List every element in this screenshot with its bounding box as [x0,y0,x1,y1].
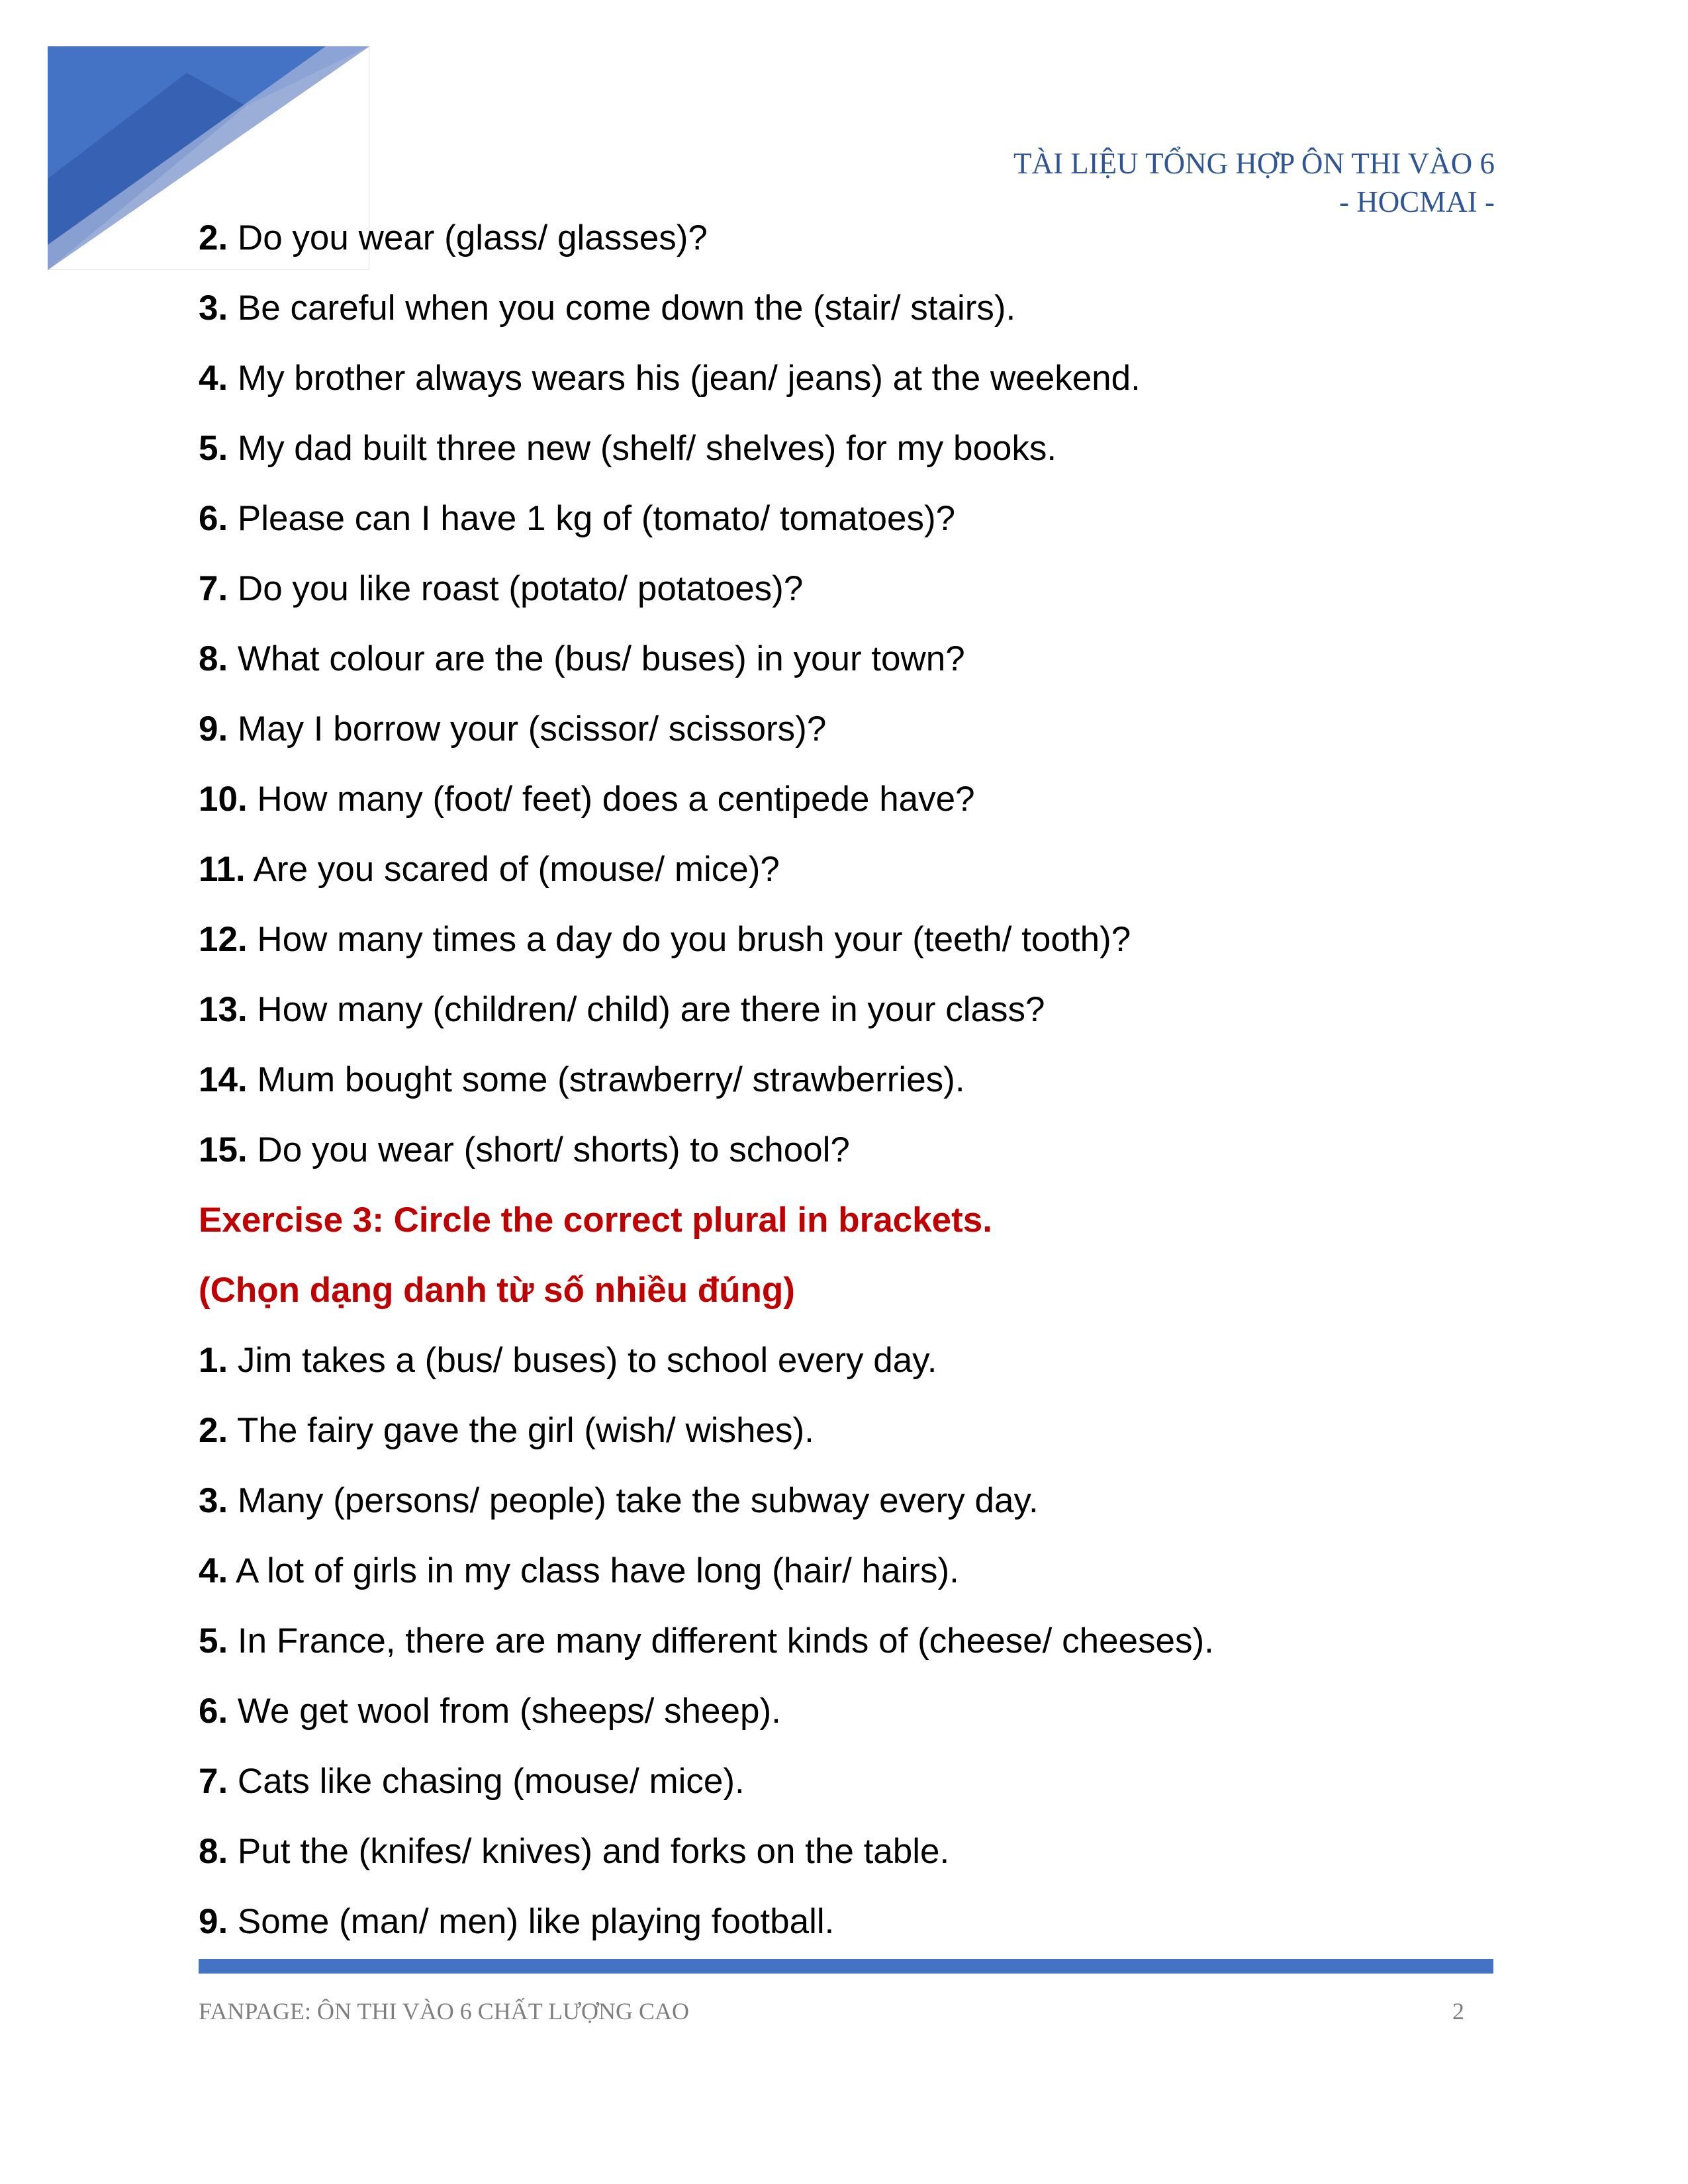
item-text: Jim takes a (bus/ buses) to school every day. [228,1341,937,1380]
item-text: A lot of girls in my class have long (hair/ hairs). [228,1551,959,1590]
item-text: Mum bought some (strawberry/ strawberries). [247,1060,965,1099]
item-number: 15. [199,1130,248,1169]
page-number: 2 [1452,1998,1464,2025]
item-number: 11. [199,850,246,889]
document-header [1013,144,1495,221]
item-text: How many times a day do you brush your (teeth/ tooth)? [247,920,1131,959]
exercise-item [199,1481,1496,1551]
item-text: Put the (knifes/ knives) and forks on the table. [228,1832,950,1871]
exercise-item [199,1130,1496,1201]
item-text: My brother always wears his (jean/ jeans) at the weekend. [228,359,1141,398]
exercise-item [199,359,1496,429]
exercise-item [199,990,1496,1060]
item-text: Do you like roast (potato/ potatoes)? [228,569,804,608]
item-text: In France, there are many different kinds of (cheese/ cheeses). [228,1621,1214,1661]
item-text: Please can I have 1 kg of (tomato/ tomatoes)? [228,499,956,538]
item-text: Many (persons/ people) take the subway every day. [228,1481,1039,1520]
item-number: 14. [199,1060,248,1099]
item-text: How many (foot/ feet) does a centipede have? [247,780,975,819]
exercise-item [199,569,1496,639]
item-number: 7. [199,569,228,608]
exercise-item [199,429,1496,499]
item-number: 5. [199,429,228,468]
exercise-item [199,639,1496,709]
exercise-item [199,1692,1496,1762]
item-number: 12. [199,920,248,959]
item-number: 2. [199,218,228,257]
exercise-item [199,920,1496,990]
item-number: 2. [199,1411,228,1450]
item-number: 8. [199,639,228,678]
exercise-content [199,218,1496,1972]
exercise-item [199,1762,1496,1832]
item-text: The fairy gave the girl (wish/ wishes). [228,1411,814,1450]
exercise-item [199,850,1496,920]
item-text: Some (man/ men) like playing football. [228,1902,835,1941]
item-number: 3. [199,1481,228,1520]
exercise-3-title: Exercise 3: Circle the correct plural in brackets. [199,1201,992,1240]
exercise-item [199,1060,1496,1130]
item-text: What colour are the (bus/ buses) in your town? [228,639,965,678]
item-text: My dad built three new (shelf/ shelves) for my books. [228,429,1057,468]
item-number: 5. [199,1621,228,1661]
exercise-item [199,1551,1496,1621]
item-number: 4. [199,359,228,398]
item-number: 9. [199,1902,228,1941]
footer-fanpage: FANPAGE: ÔN THI VÀO 6 CHẤT LƯỢNG CAO [199,1998,689,2025]
exercise-item [199,1621,1496,1692]
item-number: 1. [199,1341,228,1380]
item-text: Cats like chasing (mouse/ mice). [228,1762,745,1801]
exercise-item [199,780,1496,850]
header-title: TÀI LIỆU TỔNG HỢP ÔN THI VÀO 6 [1013,147,1495,180]
item-number: 6. [199,1692,228,1731]
exercise-item [199,499,1496,569]
item-number: 8. [199,1832,228,1871]
item-text: Do you wear (glass/ glasses)? [228,218,708,257]
exercise-item [199,709,1496,780]
exercise-item [199,289,1496,359]
item-number: 4. [199,1551,228,1590]
item-text: Be careful when you come down the (stair/ stairs). [228,289,1016,328]
exercise-3-subtitle: (Chọn dạng danh từ số nhiều đúng) [199,1271,795,1310]
exercise-item [199,1411,1496,1481]
item-text: Are you scared of (mouse/ mice)? [245,850,780,889]
item-number: 3. [199,289,228,328]
item-text: We get wool from (sheeps/ sheep). [228,1692,781,1731]
item-text: How many (children/ child) are there in your class? [247,990,1045,1029]
footer-divider [199,1959,1493,1974]
item-number: 10. [199,780,248,819]
item-number: 9. [199,709,228,749]
exercise-item [199,218,1496,289]
exercise-item [199,1341,1496,1411]
item-number: 13. [199,990,248,1029]
exercise-item [199,1832,1496,1902]
item-text: Do you wear (short/ shorts) to school? [247,1130,850,1169]
item-text: May I borrow your (scissor/ scissors)? [228,709,827,749]
item-number: 7. [199,1762,228,1801]
item-number: 6. [199,499,228,538]
header-subtitle: - HOCMAI - [1339,185,1495,218]
